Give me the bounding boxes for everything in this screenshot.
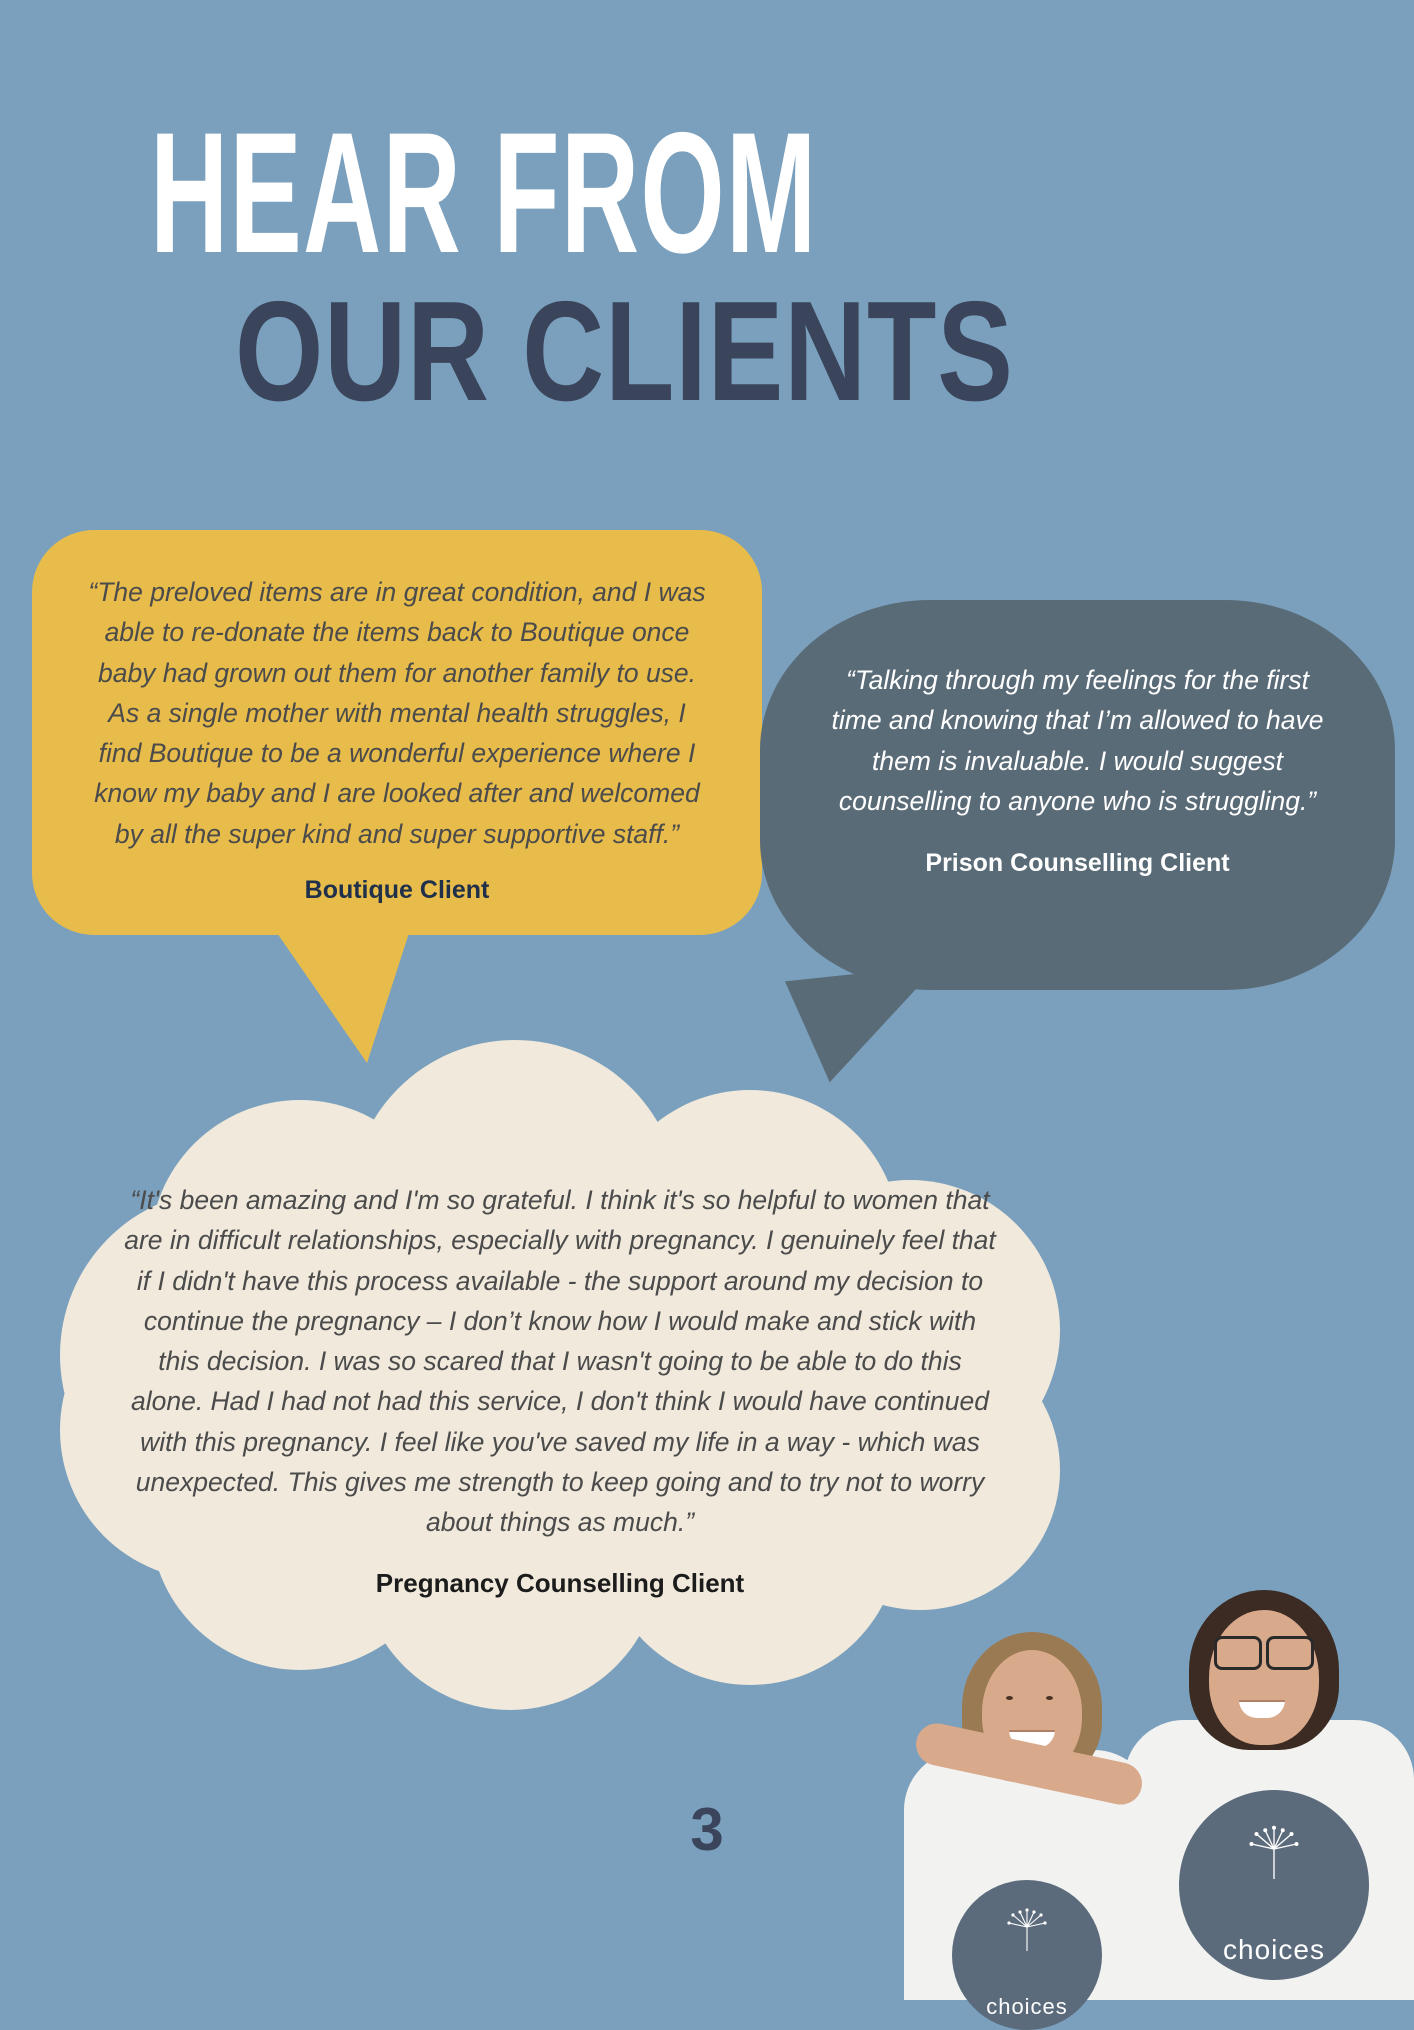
choices-logo-left — [952, 1880, 1102, 2030]
choices-logo-right — [1179, 1790, 1369, 1980]
testimonial-quote: “Talking through my feelings for the first time and knowing that I’m allowed to have them is invaluable. I would suggest counselling to anyone who is struggling.” — [831, 665, 1324, 816]
testimonial-bubble-prison — [760, 600, 1395, 990]
dandelion-icon — [1003, 1907, 1051, 1955]
logo-wordmark: choices — [986, 1994, 1068, 2019]
person-right — [1114, 1580, 1414, 2000]
page-title — [0, 97, 1414, 431]
testimonial-bubble-pregnancy — [60, 1030, 1060, 1690]
page-title-line-1: HEAR FROM — [150, 97, 818, 289]
testimonial-attribution: Pregnancy Counselling Client — [375, 1568, 745, 1599]
testimonial-quote: “It's been amazing and I'm so grateful. I think it's so helpful to women that are in difficult relationships, especially with pregnancy. I genuinely feel that if I didn't have this process available - the support around my decision to continue the pregnancy – I don’t know how I would make and stick with this decision. I was so scared that I wasn't going to be able to do this alone. Had I had not had this service, I don't think I would have continued with this pregnancy. I feel like you've saved my life in a way - which was unexpected. This gives me strength to keep going and to try not to worry about things as much.” — [124, 1185, 996, 1538]
page-number: 3 — [690, 1796, 724, 1863]
staff-photo — [874, 1540, 1414, 2019]
testimonial-quote: “The preloved items are in great condition, and I was able to re-donate the items back to Boutique once baby had grown out them for another family to use. As a single mother with mental health struggles, I find Boutique to be a wonderful experience where I know my baby and I are looked after and welcomed by all the super kind and super supportive staff.” — [88, 577, 706, 849]
dandelion-icon — [1244, 1824, 1304, 1884]
testimonial-attribution: Prison Counselling Client — [925, 849, 1230, 878]
testimonial-bubble-boutique — [32, 530, 762, 935]
testimonial-content — [120, 1180, 1000, 1599]
page-title-line-2: OUR CLIENTS — [235, 271, 1014, 431]
face-right — [1209, 1610, 1319, 1745]
testimonial-attribution: Boutique Client — [304, 875, 490, 904]
logo-wordmark: choices — [1223, 1934, 1325, 1965]
